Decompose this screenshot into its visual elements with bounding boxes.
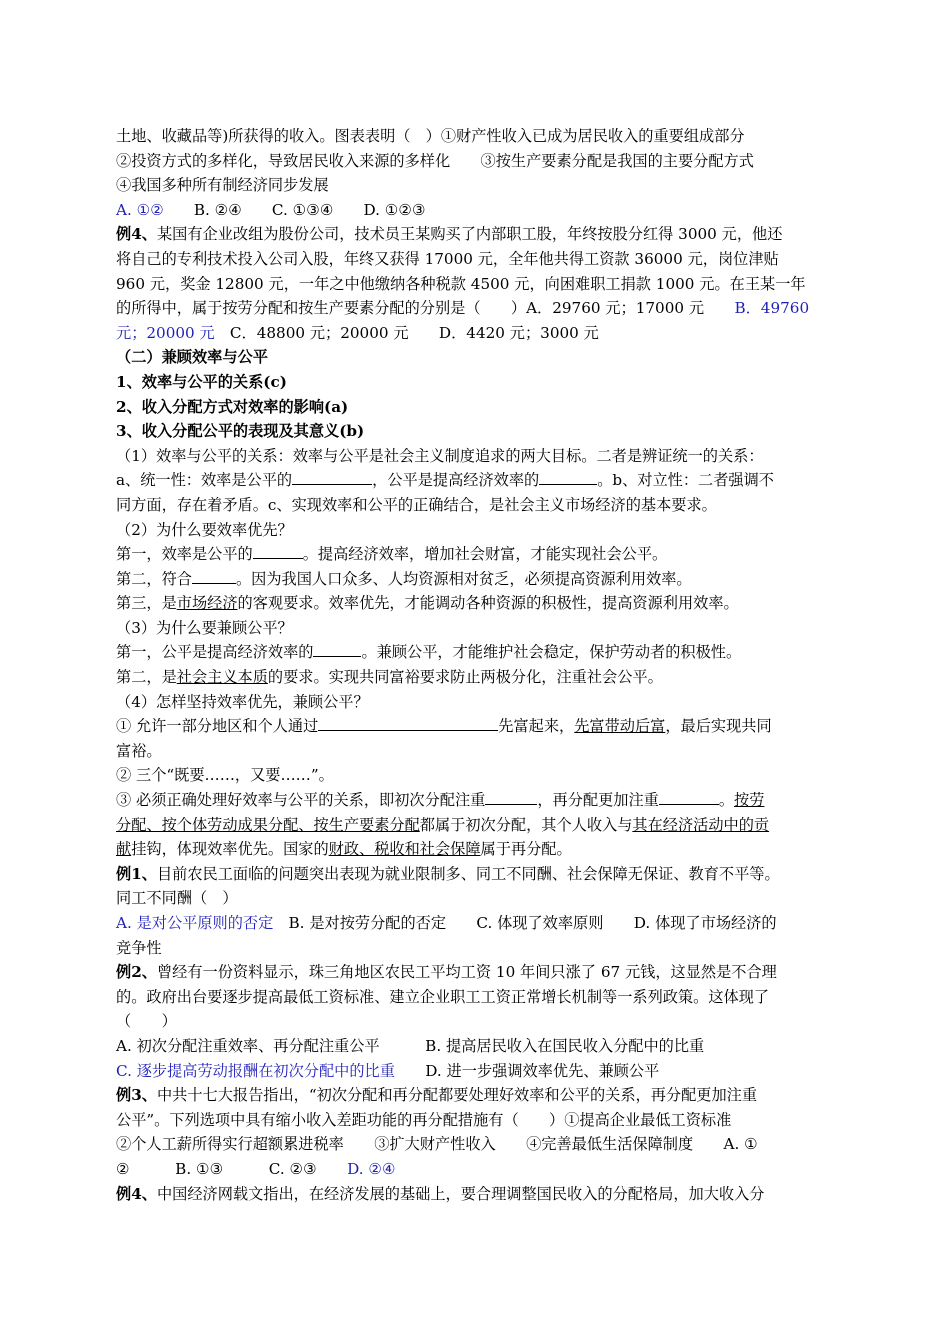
question-text: 土地、收藏品等)所获得的收入。图表表明（ ）①财产性收入已成为居民收入的重要组成部分 [116, 127, 745, 145]
body-text: ③ 必须正确处理好效率与公平的关系，即初次分配注重 [116, 791, 486, 810]
question-text: ②个人工薪所得实行超额累进税率 ③扩大财产性收入 ④完善最低生活保障制度 A. ① [116, 1135, 758, 1154]
question-text: 中共十七大报告指出，“初次分配和再分配都要处理好效率和公平的关系，再分配更加注重 [156, 1086, 758, 1105]
fill-blank [318, 714, 498, 731]
text-line [116, 124, 840, 149]
question-text: D. 进一步强调效率优先、兼顾公平 [394, 1061, 660, 1080]
underlined-text: 分配、按个体劳动成果分配、按生产要素分配 [116, 815, 420, 834]
section-title: （二）兼顾效率与公平 [116, 348, 268, 367]
fill-blank [313, 640, 361, 657]
body-text: 第一，公平是提高经济效率的 [116, 643, 314, 662]
underlined-text: 市场经济 [176, 594, 238, 613]
document-page [116, 124, 840, 1206]
question-text: B. 是对按劳分配的否定 C. 体现了效率原则 D. 体现了市场经济的 [273, 914, 777, 932]
underlined-text: 社会主义本质 [176, 668, 268, 687]
example-label: 例1、 [116, 864, 157, 883]
answer-highlight: C. 逐步提高劳动报酬在初次分配中的比重 [116, 1061, 395, 1080]
subheading-text: 2、收入分配方式对效率的影响(a) [116, 397, 349, 416]
fill-blank [659, 788, 719, 805]
question-text: 竞争性 [116, 938, 162, 957]
question-text: 的所得中，属于按劳分配和按生产要素分配的分别是（ ）A．29760 元；17000 元 [116, 299, 735, 318]
text-line [116, 222, 840, 247]
body-text: ，最后实现共同 [665, 717, 772, 736]
body-text: 。因为我国人口众多、人均资源相对贫乏，必须提高资源利用效率。 [235, 569, 692, 588]
underlined-text: 按劳 [734, 791, 765, 810]
text-line [116, 567, 840, 592]
question-text: C．48800 元；20000 元 D．4420 元；3000 元 [214, 323, 599, 342]
body-text: 。兼顾公平，才能维护社会稳定，保护劳动者的积极性。 [361, 643, 742, 662]
text-line [116, 936, 840, 961]
body-text: ① 允许一部分地区和个人通过 [116, 717, 319, 736]
subheading [116, 395, 840, 420]
text-line [116, 1083, 840, 1108]
text-line [116, 493, 840, 518]
question-text: 960 元，奖金 12800 元，一年之中他缴纳各种税款 4500 元，向困难职工捐款 1000 元。在王某一年 [116, 274, 806, 293]
body-text: 都属于初次分配，其个人收入与 [419, 815, 633, 834]
example-label: 例4、 [116, 1184, 157, 1203]
question-text: 同工不同酬（ ） [116, 889, 238, 908]
text-line [116, 985, 840, 1010]
text-line [116, 862, 840, 887]
example-label: 例2、 [116, 963, 157, 982]
text-line [116, 911, 840, 936]
body-text: 的客观要求。效率优先，才能调动各种资源的积极性，提高资源利用效率。 [237, 594, 739, 613]
body-text: ，再分配更加注重 [537, 791, 659, 810]
body-text: a、统一性：效率是公平的 [116, 471, 293, 490]
text-line [116, 444, 840, 469]
text-line [116, 173, 840, 198]
body-text: 第三，是 [116, 594, 177, 613]
text-line [116, 690, 840, 715]
text-line [116, 1059, 840, 1084]
text-line [116, 1132, 840, 1157]
subheading [116, 370, 840, 395]
section-heading [116, 345, 840, 370]
body-text: 第一，效率是公平的 [116, 545, 253, 564]
example-label: 例4、 [116, 225, 157, 244]
body-text: 第二，是 [116, 668, 177, 687]
text-line [116, 1034, 840, 1059]
underlined-text: 财政、税收和社会保障 [328, 840, 481, 859]
text-line [116, 616, 840, 641]
body-text: （3）为什么要兼顾公平？ [116, 618, 293, 637]
question-text: ② B. ①③ C. ②③ [116, 1159, 348, 1178]
text-line [116, 247, 840, 272]
underlined-text: 献 [116, 840, 132, 859]
question-text: 曾经有一份资料显示，珠三角地区农民工平均工资 10 年间只涨了 67 元钱，这显然是不合理 [156, 963, 777, 982]
body-text: 。 [718, 791, 735, 810]
body-text: （2）为什么要效率优先？ [116, 520, 293, 539]
text-line [116, 813, 840, 838]
text-line [116, 886, 840, 911]
question-text: 中国经济网载文指出，在经济发展的基础上，要合理调整国民收入的分配格局，加大收入分 [156, 1184, 765, 1203]
subheading [116, 419, 840, 444]
body-text: 先富起来， [498, 717, 575, 736]
question-text: ②投资方式的多样化，导致居民收入来源的多样化 ③按生产要素分配是我国的主要分配方式 [116, 151, 754, 170]
underlined-text: 先富带动后富 [574, 717, 666, 736]
question-text: 将自己的专利技术投入公司入股，年终又获得 17000 元，全年他共得工资款 36000 元，岗位津贴 [116, 249, 779, 268]
fill-blank [485, 788, 537, 805]
text-line [116, 272, 840, 297]
body-text: 富裕。 [116, 741, 162, 760]
body-text: （4）怎样坚持效率优先，兼顾公平？ [116, 692, 369, 711]
text-line [116, 1157, 840, 1182]
text-line [116, 321, 840, 346]
text-line [116, 468, 840, 493]
question-text: 某国有企业改组为股份公司，技术员王某购买了内部职工股，年终按股分红得 3000 元，他还 [156, 225, 783, 244]
body-text: 挂钩，体现效率优先。国家的 [131, 840, 329, 859]
fill-blank [539, 468, 597, 485]
text-line [116, 518, 840, 543]
text-line [116, 960, 840, 985]
body-text: ② 三个“既要……，又要……”。 [116, 766, 334, 785]
body-text: 第二，符合 [116, 569, 192, 588]
subheading-text: 3、收入分配公平的表现及其意义(b) [116, 422, 365, 441]
text-line [116, 591, 840, 616]
answer-highlight: D. ②④ [347, 1159, 396, 1178]
underlined-text: 其在经济活动中的贡 [632, 815, 770, 834]
example-label: 例3、 [116, 1086, 157, 1105]
answer-options [116, 198, 840, 223]
text-line [116, 714, 840, 739]
text-line [116, 640, 840, 665]
question-text: 目前农民工面临的问题突出表现为就业限制多、同工不同酬、社会保障无保证、教育不平等。 [156, 864, 780, 883]
text-line [116, 1108, 840, 1133]
text-line [116, 1182, 840, 1207]
body-text: ，公平是提高经济效率的 [372, 471, 540, 490]
text-line [116, 149, 840, 174]
text-line [116, 763, 840, 788]
question-text: A. 初次分配注重效率、再分配注重公平 B. 提高居民收入在国民收入分配中的比重 [116, 1036, 705, 1055]
body-text: （1）效率与公平的关系：效率与公平是社会主义制度追求的两大目标。二者是辨证统一的关系： [116, 446, 764, 465]
text-line [116, 788, 840, 813]
body-text: 属于再分配。 [480, 840, 572, 859]
text-line [116, 296, 840, 321]
question-text: （ ） [116, 1012, 177, 1031]
text-line [116, 739, 840, 764]
body-text: 同方面，存在着矛盾。c、实现效率和公平的正确结合，是社会主义市场经济的基本要求。 [116, 495, 717, 514]
answer-highlight: B．49760 [734, 299, 810, 318]
answer-option-c: C. ①③④ [271, 200, 334, 219]
body-text: 。b、对立性：二者强调不 [597, 471, 774, 490]
text-line [116, 542, 840, 567]
body-text: 的要求。实现共同富裕要求防止两极分化，注重社会公平。 [267, 668, 663, 687]
fill-blank [192, 567, 236, 584]
answer-highlight: A. 是对公平原则的否定 [116, 914, 274, 932]
answer-option-d: D. ①②③ [363, 200, 426, 219]
text-line [116, 665, 840, 690]
text-line [116, 837, 840, 862]
fill-blank [292, 468, 372, 485]
question-text: 公平”。下列选项中具有缩小收入差距功能的再分配措施有（ ）①提高企业最低工资标准 [116, 1110, 732, 1129]
question-text: ④我国多种所有制经济同步发展 [116, 176, 329, 195]
question-text: 的。政府出台要逐步提高最低工资标准、建立企业职工工资正常增长机制等一系列政策。这体现了 [116, 987, 770, 1006]
answer-highlight: 元；20000 元 [116, 323, 215, 342]
text-line [116, 1009, 840, 1034]
fill-blank [253, 542, 303, 559]
body-text: 。提高经济效率，增加社会财富，才能实现社会公平。 [302, 545, 668, 564]
answer-option-b: B. ②④ [193, 200, 242, 219]
answer-option-a: A. ①② [116, 200, 164, 219]
subheading-text: 1、效率与公平的关系(c) [116, 372, 287, 391]
